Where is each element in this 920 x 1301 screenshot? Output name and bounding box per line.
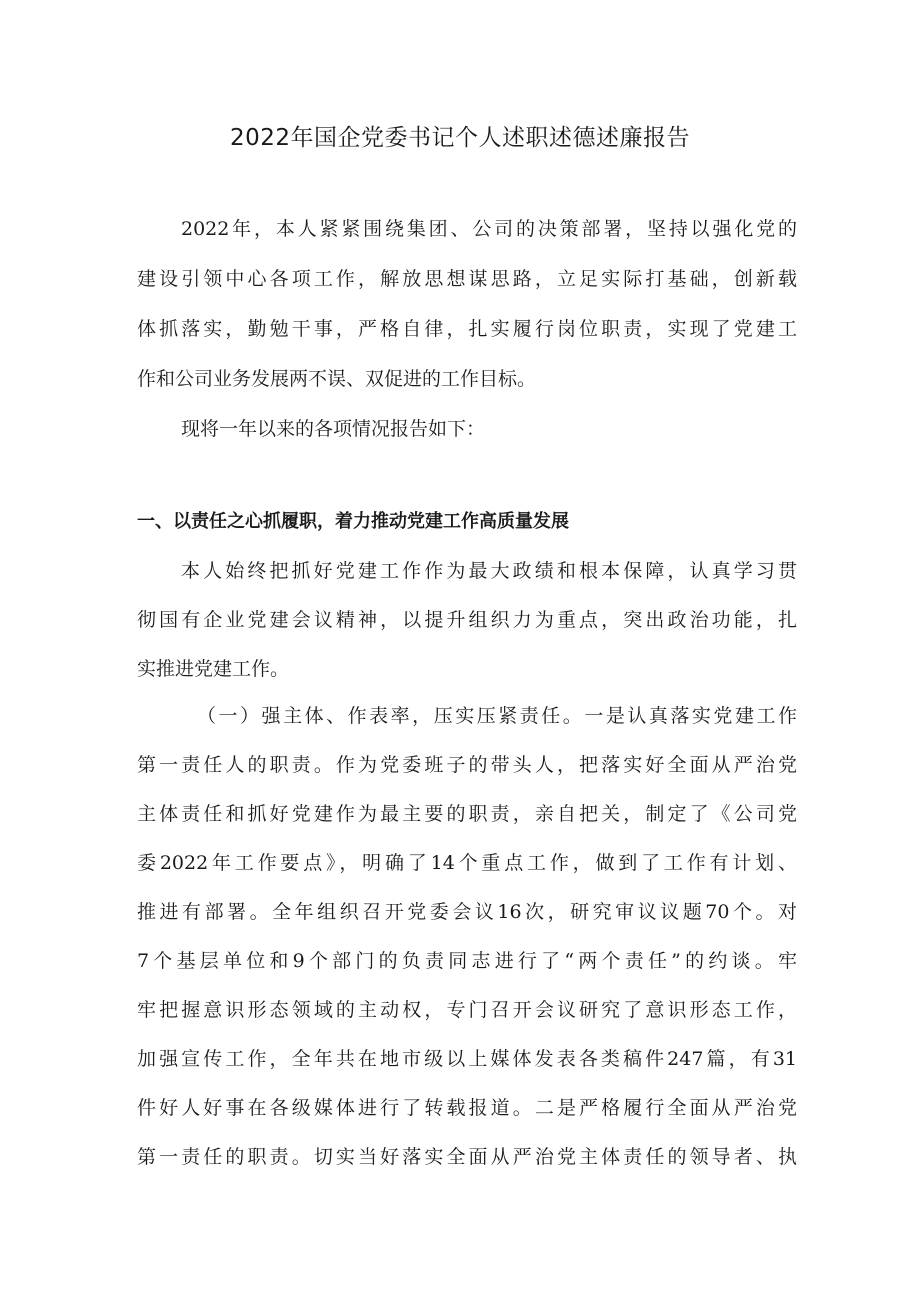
sub1-line-2: 第一责任人的职责。作为党委班子的带头人，把落实好全面从严治党 bbox=[137, 754, 797, 776]
intro-line-2: 建设引领中心各项工作，解放思想谋思路，立足实际打基础，创新载 bbox=[137, 268, 797, 290]
section1-para-line-2: 彻国有企业党建会议精神，以提升组织力为重点，突出政治功能，扎 bbox=[137, 609, 797, 631]
sub1-line-5: 推进有部署。全年组织召开党委会议16次，研究审议议题70个。对 bbox=[137, 901, 797, 923]
intro-line-3: 体抓落实，勤勉干事，严格自律，扎实履行岗位职责，实现了党建工 bbox=[137, 318, 797, 340]
sub1-line-10: 第一责任的职责。切实当好落实全面从严治党主体责任的领导者、执 bbox=[137, 1146, 797, 1168]
section1-heading: 一、以责任之心抓履职，着力推动党建工作高质量发展 bbox=[137, 511, 569, 532]
report-intro-line: 现将一年以来的各项情况报告如下： bbox=[181, 418, 486, 440]
intro-line-1: 2022年，本人紧紧围绕集团、公司的决策部署，坚持以强化党的 bbox=[181, 218, 797, 240]
sub1-line-8: 加强宣传工作，全年共在地市级以上媒体发表各类稿件247篇，有31 bbox=[137, 1048, 797, 1070]
section1-para-line-3: 实推进党建工作。 bbox=[137, 658, 290, 680]
sub1-line-1: （一）强主体、作表率，压实压紧责任。一是认真落实党建工作 bbox=[197, 705, 797, 727]
sub1-line-7: 牢把握意识形态领域的主动权，专门召开会议研究了意识形态工作， bbox=[137, 999, 797, 1021]
sub1-line-9: 件好人好事在各级媒体进行了转载报道。二是严格履行全面从严治党 bbox=[137, 1097, 797, 1119]
document-title: 2022年国企党委书记个人述职述德述廉报告 bbox=[229, 125, 691, 151]
section1-para-line-1: 本人始终把抓好党建工作作为最大政绩和根本保障，认真学习贯 bbox=[181, 560, 797, 582]
sub1-line-6: 7个基层单位和9个部门的负责同志进行了“两个责任”的约谈。牢 bbox=[137, 950, 797, 972]
intro-line-4: 作和公司业务发展两不误、双促进的工作目标。 bbox=[137, 368, 537, 390]
sub1-line-3: 主体责任和抓好党建作为最主要的职责，亲自把关，制定了《公司党 bbox=[137, 803, 797, 825]
sub1-line-4: 委2022年工作要点》，明确了14个重点工作，做到了工作有计划、 bbox=[137, 852, 797, 874]
